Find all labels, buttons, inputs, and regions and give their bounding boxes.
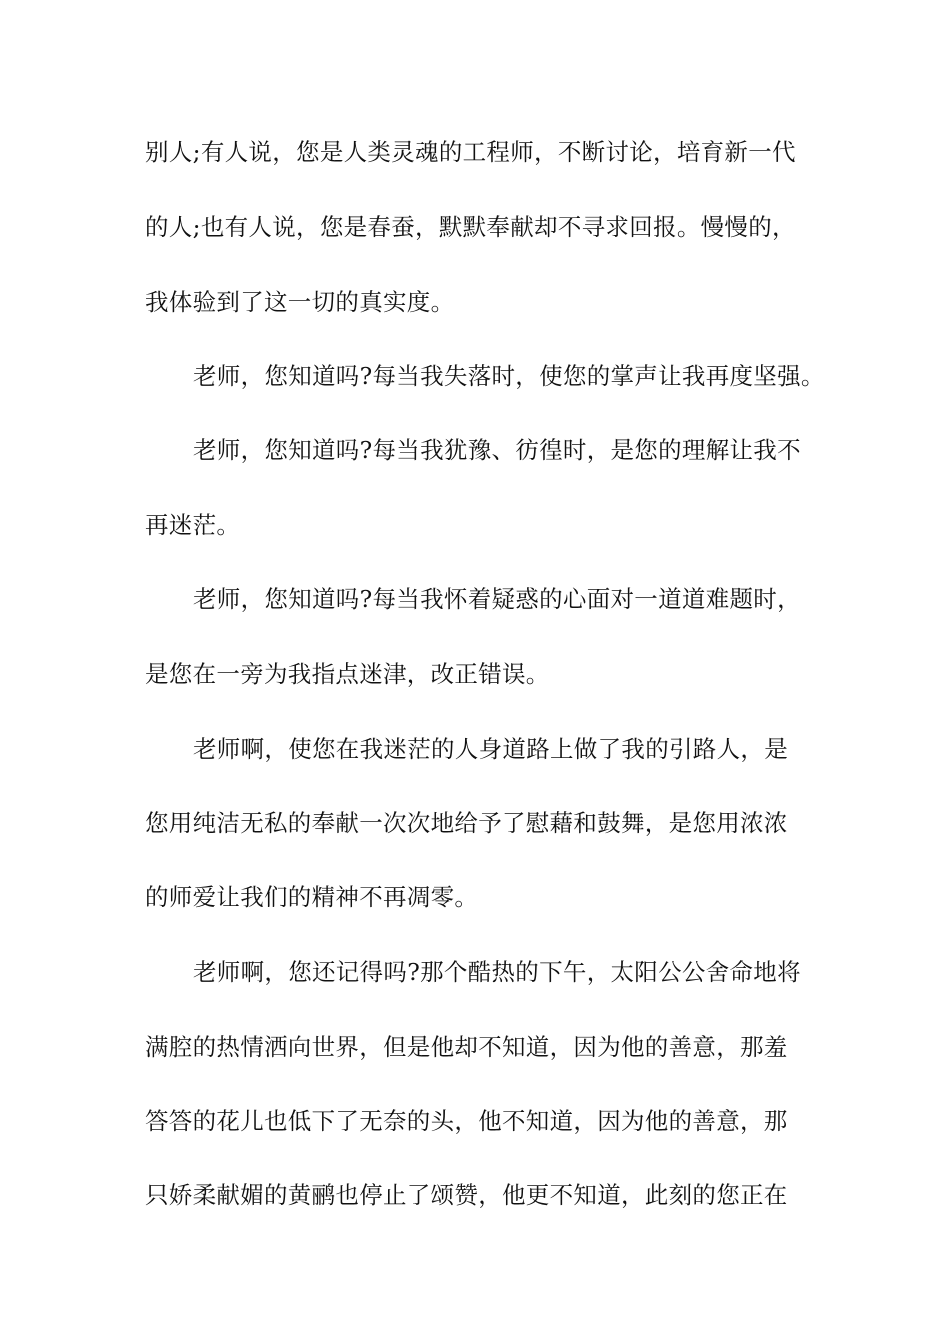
text-line: 是您在一旁为我指点迷津，改正错误。 [145,660,550,688]
text-line: 的师爱让我们的精神不再凋零。 [145,883,479,911]
text-line: 答答的花儿也低下了无奈的头，他不知道，因为他的善意，那 [145,1107,788,1135]
text-line: 满腔的热情洒向世界，但是他却不知道，因为他的善意，那羞 [145,1033,788,1061]
text-line: 只娇柔献媚的黄鹂也停止了颂赞，他更不知道，此刻的您正在 [145,1181,788,1209]
text-line: 我体验到了这一切的真实度。 [145,288,455,316]
paragraph-first-line: 老师，您知道吗?每当我怀着疑惑的心面对一道道难题时， [193,585,801,613]
text-line: 的人;也有人说，您是春蚕，默默奉献却不寻求回报。慢慢的， [145,213,796,241]
text-line: 别人;有人说，您是人类灵魂的工程师，不断讨论，培育新一代 [145,138,796,166]
paragraph-first-line: 老师，您知道吗?每当我犹豫、彷徨时，是您的理解让我不 [193,436,801,464]
paragraph-first-line: 老师啊，您还记得吗?那个酷热的下午，太阳公公舍命地将 [193,958,801,986]
paragraph-first-line: 老师，您知道吗?每当我失落时，使您的掌声让我再度坚强。 [193,362,825,390]
paragraph-first-line: 老师啊，使您在我迷茫的人身道路上做了我的引路人，是 [193,735,788,763]
text-line: 您用纯洁无私的奉献一次次地给予了慰藉和鼓舞，是您用浓浓 [145,809,788,837]
text-line: 再迷茫。 [145,511,241,539]
